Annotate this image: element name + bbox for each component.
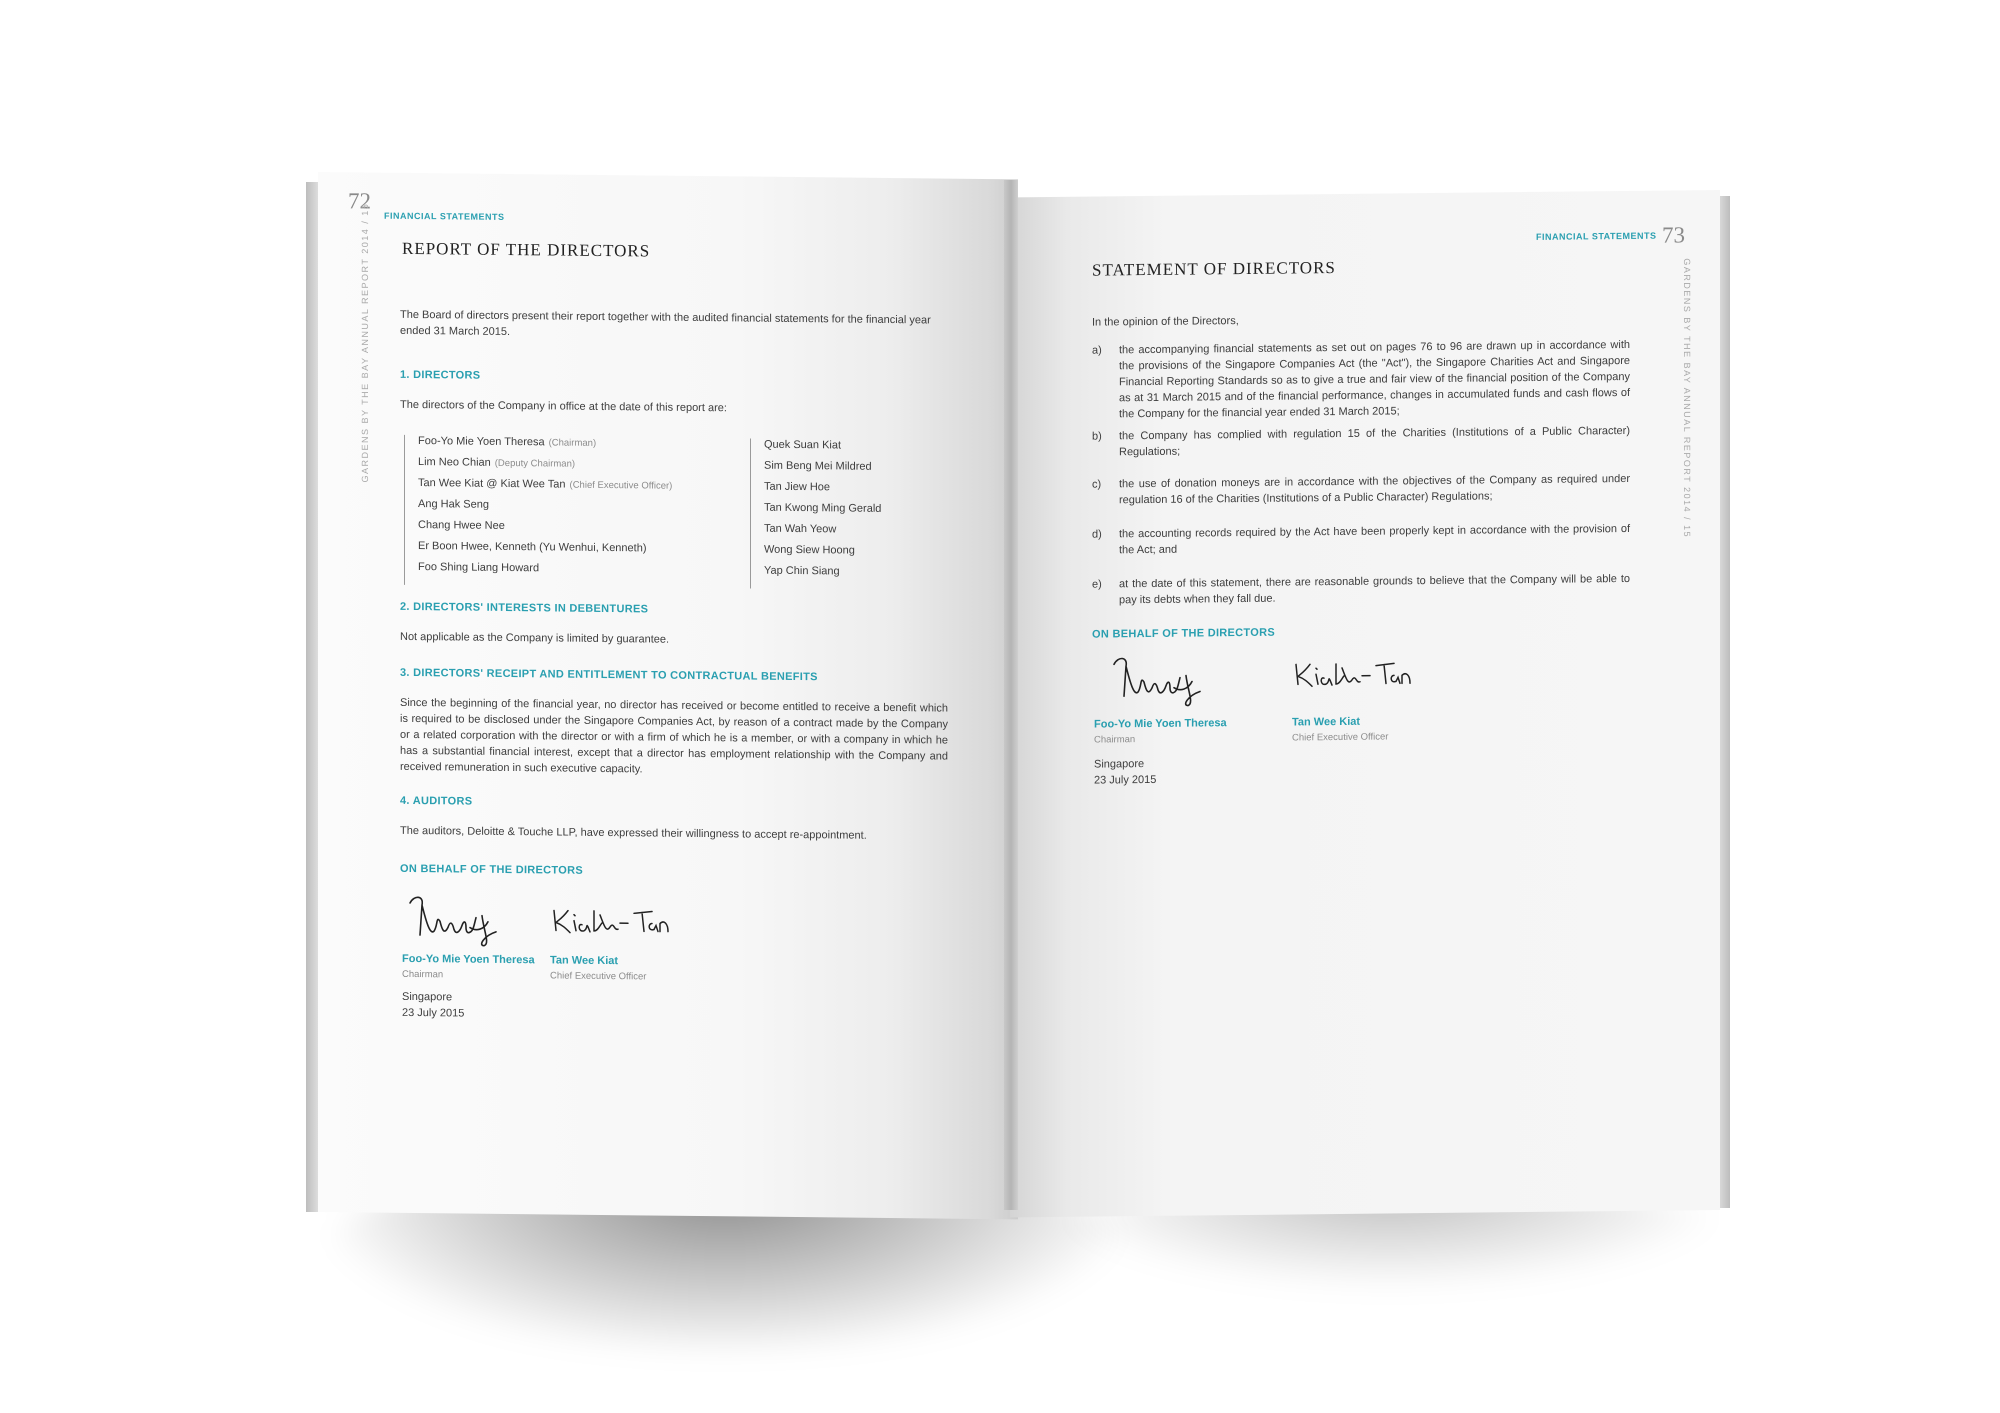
director-role: (Chief Executive Officer) (569, 479, 673, 492)
intro-paragraph: The Board of directors present their report together with the audited financial statements for the financial year ended 31 March 2015. (400, 308, 931, 339)
director-name: Wong Siew Hoong (764, 543, 855, 557)
director-role: (Chairman) (548, 437, 597, 449)
director-name: Er Boon Hwee, Kenneth (Yu Wenhui, Kenneth) (418, 540, 647, 555)
section-tag: FINANCIAL STATEMENTS (1536, 230, 1657, 242)
opinion-item-d: d) the accounting records required by the Act have been properly kept in accordance with the provision of the Act; and (1092, 522, 1630, 557)
directors-text: The directors of the Company in office at the date of this report are: (400, 398, 727, 415)
opinion-item-c: c) the use of donation moneys are in accordance with the objectives of the Company as required under regulation 16 of the Charities (Institutions of a Public Character) Regulations; (1092, 472, 1630, 507)
ceo-signature (548, 900, 678, 941)
director-name: Ang Hak Seng (418, 498, 489, 511)
directors-divider-left (404, 435, 405, 585)
ceo-signature (1290, 653, 1420, 694)
director-row (418, 498, 672, 522)
debentures-heading: 2. DIRECTORS' INTERESTS IN DEBENTURES (400, 600, 649, 616)
director-name: Tan Wah Yeow (764, 522, 837, 536)
auditors-text: The auditors, Deloitte & Touche LLP, have expressed their willingness to accept re-appointment. (400, 824, 867, 842)
section-tag: FINANCIAL STATEMENTS (384, 210, 505, 222)
opinion-item-b: b) the Company has complied with regulation 15 of the Charities (Institutions of a Public Character) Regulations; (1092, 424, 1630, 459)
director-name: Tan Kwong Ming Gerald (764, 501, 882, 515)
director-name: Sim Beng Mei Mildred (764, 459, 872, 473)
opinion-item-e: e) at the date of this statement, there are reasonable grounds to believe that the Company will be able to pay its debts when they fall due. (1092, 572, 1630, 607)
behalf-heading: ON BEHALF OF THE DIRECTORS (1092, 626, 1275, 641)
directors-list-left (418, 435, 672, 585)
director-row (418, 477, 672, 501)
vertical-report-label: GARDENS BY THE BAY ANNUAL REPORT 2014 / 15 (360, 202, 370, 483)
director-row (418, 456, 672, 480)
ceo-title: Chief Executive Officer (550, 970, 647, 983)
director-role: (Deputy Chairman) (494, 457, 576, 470)
director-name: Lim Neo Chian (418, 456, 491, 469)
book-gutter (1004, 180, 1018, 1210)
left-page (318, 172, 1018, 1219)
director-name: Quek Suan Kiat (764, 438, 842, 452)
chairman-title: Chairman (1094, 734, 1136, 746)
date: 23 July 2015 (402, 1006, 465, 1020)
intro-paragraph: In the opinion of the Directors, (1092, 315, 1239, 329)
ceo-title: Chief Executive Officer (1292, 731, 1389, 744)
place: Singapore (1094, 758, 1145, 771)
director-name: Tan Wee Kiat @ Kiat Wee Tan (418, 477, 566, 491)
page-number: 72 (348, 188, 371, 214)
right-page (1010, 190, 1720, 1217)
chairman-name: Foo-Yo Mie Yoen Theresa (402, 952, 535, 967)
directors-divider-right (750, 439, 751, 589)
directors-list-right (764, 439, 881, 587)
vertical-report-label: GARDENS BY THE BAY ANNUAL REPORT 2014 / 15 (1682, 258, 1692, 539)
director-name: Foo-Yo Mie Yoen Theresa (418, 435, 545, 449)
auditors-heading: 4. AUDITORS (400, 794, 473, 808)
chairman-signature (1108, 651, 1218, 710)
director-name: Tan Jiew Hoe (764, 480, 831, 494)
chairman-title: Chairman (402, 968, 444, 981)
page-title: STATEMENT OF DIRECTORS (1092, 258, 1336, 280)
benefits-heading: 3. DIRECTORS' RECEIPT AND ENTITLEMENT TO CONTRACTUAL BENEFITS (400, 666, 818, 684)
director-name: Foo Shing Liang Howard (418, 561, 540, 575)
ceo-name: Tan Wee Kiat (550, 954, 619, 968)
place: Singapore (402, 990, 453, 1004)
director-row (418, 519, 672, 543)
director-row (418, 540, 672, 564)
director-row (418, 435, 672, 459)
opinion-item-a: a) the accompanying financial statements as set out on pages 76 to 96 are drawn up in accordance with the provisions of the Singapore Companies Act (the "Act"), the Singapore Charities Act and Singapore Financial Reporting Standards so as to give a true and fair view of the financial position of the Company as at 31 March 2015 and of the financial performance, changes in accumulated funds and cash flows of the Company for the financial year ended 31 March 2015; (1092, 338, 1630, 421)
benefits-text: Since the beginning of the financial year, no director has received or become entitled to receive a benefit which is required to be disclosed under the Singapore Companies Act, by reason of a contract made by the Company or a related corporation with the director or with a firm of which he is a member, or with a company in which he has a substantial financial interest, except that a director has employment relationship with the Company and received remuneration in such executive capacity. (400, 696, 948, 776)
debentures-text: Not applicable as the Company is limited by guarantee. (400, 630, 670, 646)
director-row (418, 561, 672, 585)
chairman-name: Foo-Yo Mie Yoen Theresa (1094, 717, 1227, 731)
chairman-signature (404, 891, 514, 950)
directors-heading: 1. DIRECTORS (400, 368, 481, 382)
behalf-heading: ON BEHALF OF THE DIRECTORS (400, 862, 583, 877)
page-number: 73 (1662, 222, 1685, 248)
page-title: REPORT OF THE DIRECTORS (402, 238, 651, 261)
ceo-name: Tan Wee Kiat (1292, 715, 1361, 729)
director-name: Yap Chin Siang (764, 564, 840, 578)
date: 23 July 2015 (1094, 773, 1157, 787)
director-name: Chang Hwee Nee (418, 519, 505, 532)
